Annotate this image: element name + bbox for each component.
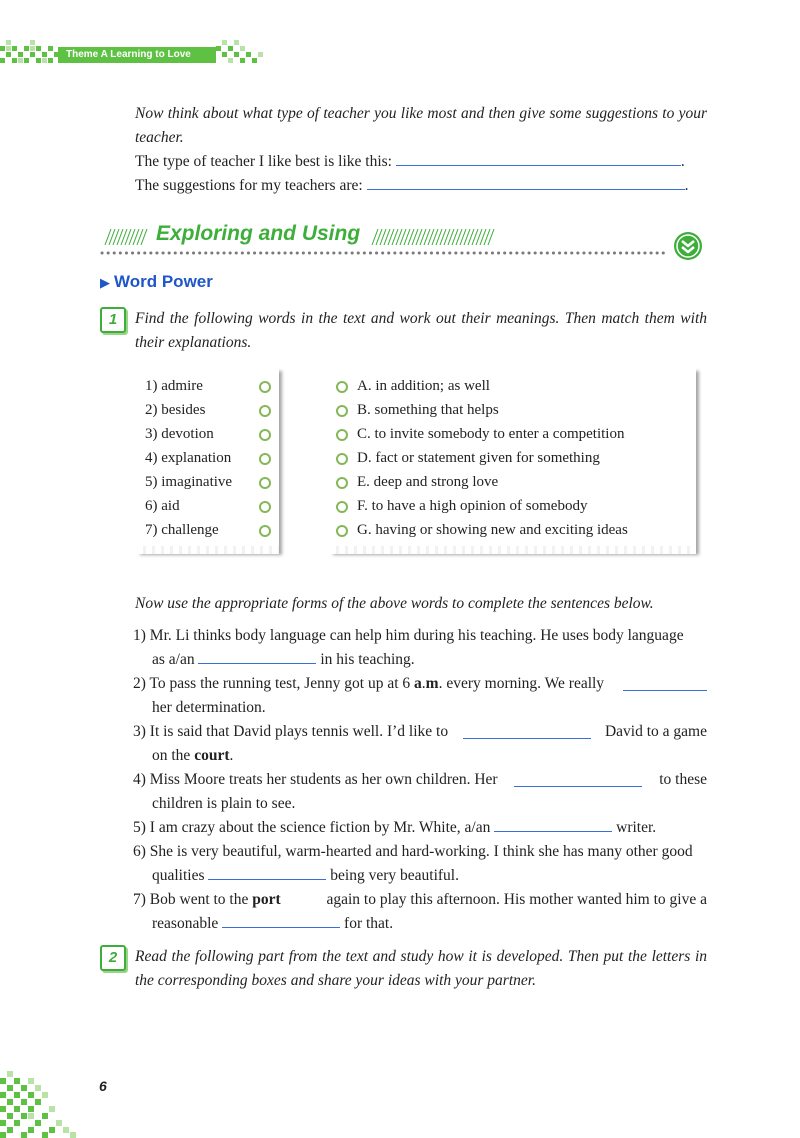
answer-blank[interactable] bbox=[198, 651, 316, 664]
match-dot-left[interactable] bbox=[259, 477, 271, 489]
sentence-2 bbox=[133, 672, 707, 720]
exercise-1-badge: 1 bbox=[100, 307, 126, 333]
exercise-2-instruction: Read the following part from the text and study how it is developed. Then put the letters in the corresponding boxes and share your ideas with your partner. bbox=[135, 948, 707, 989]
sentence-line: her determination. bbox=[152, 699, 266, 716]
sentence-1 bbox=[133, 624, 707, 672]
match-dot-right[interactable] bbox=[336, 405, 348, 417]
exercise-1-followup: Now use the appropriate forms of the above words to complete the sentences below. bbox=[135, 595, 654, 612]
match-definition: B. something that helps bbox=[357, 402, 499, 418]
hatch-decoration bbox=[103, 229, 151, 245]
word-power-heading bbox=[100, 272, 213, 292]
sentence-text: . bbox=[229, 747, 234, 764]
sentence-text: 3) It is said that David plays tennis well. I’d like to bbox=[133, 723, 449, 740]
sentence-line bbox=[133, 768, 707, 792]
match-dot-right[interactable] bbox=[336, 429, 348, 441]
double-chevron-down-icon[interactable] bbox=[673, 231, 703, 261]
am-m: m bbox=[425, 675, 439, 692]
match-dot-right[interactable] bbox=[336, 453, 348, 465]
sentence-3 bbox=[133, 720, 707, 768]
am-a: a bbox=[414, 675, 422, 692]
match-dot-right[interactable] bbox=[336, 501, 348, 513]
match-word: 2) besides bbox=[145, 402, 206, 418]
match-dot-left[interactable] bbox=[259, 453, 271, 465]
sentence-line bbox=[133, 648, 707, 672]
intro-line-1-text: The type of teacher I like best is like this: bbox=[135, 153, 392, 170]
answer-blank[interactable] bbox=[514, 774, 642, 787]
intro-instruction: Now think about what type of teacher you like most and then give some suggestions to your teacher. bbox=[135, 105, 707, 146]
page-header bbox=[0, 40, 270, 70]
sentence-line: 1) Mr. Li thinks body language can help him during his teaching. He uses body language bbox=[133, 627, 684, 644]
match-definition: A. in addition; as well bbox=[357, 378, 490, 394]
sentence-4 bbox=[133, 768, 707, 816]
exercise-2-badge: 2 bbox=[100, 945, 126, 971]
pixel-pattern-decoration bbox=[216, 40, 268, 70]
sentence-text: 5) I am crazy about the science fiction by Mr. White, a/an bbox=[133, 819, 491, 836]
match-dot-left[interactable] bbox=[259, 429, 271, 441]
match-definition: C. to invite somebody to enter a competition bbox=[357, 426, 625, 442]
am-dot: . bbox=[421, 675, 426, 692]
sentence-line bbox=[133, 888, 707, 912]
match-word: 7) challenge bbox=[145, 522, 219, 538]
theme-label: Theme A Learning to Love bbox=[66, 49, 191, 60]
sentence-line: children is plain to see. bbox=[152, 795, 296, 812]
match-word: 1) admire bbox=[145, 378, 203, 394]
match-dot-right[interactable] bbox=[336, 477, 348, 489]
section-title: Exploring and Using bbox=[156, 222, 361, 245]
answer-blank[interactable] bbox=[494, 819, 612, 832]
match-dot-left[interactable] bbox=[259, 501, 271, 513]
page-number: 6 bbox=[99, 1078, 107, 1094]
answer-blank[interactable] bbox=[222, 915, 340, 928]
match-definition: F. to have a high opinion of somebody bbox=[357, 498, 588, 514]
sentence-text: being very beautiful. bbox=[330, 867, 459, 884]
period: . bbox=[684, 177, 689, 194]
sentence-6 bbox=[133, 840, 707, 888]
match-dot-right[interactable] bbox=[336, 525, 348, 537]
sentence-text: . every morning. We really bbox=[438, 675, 605, 692]
sentence-text: 4) Miss Moore treats her students as her own children. Her bbox=[133, 771, 498, 788]
match-word: 5) imaginative bbox=[145, 474, 233, 490]
sentence-text: again to play this afternoon. His mother wanted him to give a bbox=[326, 891, 707, 908]
hatch-decoration bbox=[370, 229, 496, 245]
answer-blank[interactable] bbox=[208, 867, 326, 880]
word-power-label: Word Power bbox=[114, 272, 213, 291]
keyword-port: port bbox=[252, 891, 281, 908]
period: . bbox=[680, 153, 685, 170]
triangle-right-icon: ▶ bbox=[100, 275, 110, 290]
sentence-text: 2) To pass the running test, Jenny got up at 6 bbox=[133, 675, 411, 692]
answer-blank[interactable] bbox=[463, 726, 591, 739]
sentence-line bbox=[133, 816, 707, 840]
sentence-text: David to a game bbox=[604, 723, 707, 740]
match-dot-left[interactable] bbox=[259, 405, 271, 417]
sentence-text: reasonable bbox=[152, 915, 219, 932]
sentence-text: in his teaching. bbox=[320, 651, 415, 668]
sentence-text: on the bbox=[152, 747, 191, 764]
sentence-7 bbox=[133, 888, 707, 936]
sentence-line: 6) She is very beautiful, warm-hearted and hard-working. I think she has many other good bbox=[133, 843, 693, 860]
sentence-text: as a/an bbox=[152, 651, 195, 668]
match-word: 3) devotion bbox=[145, 426, 214, 442]
pixel-pattern-decoration bbox=[0, 1068, 95, 1138]
match-dot-left[interactable] bbox=[259, 381, 271, 393]
sentence-text: to these bbox=[659, 771, 707, 788]
exercise-1-instruction: Find the following words in the text and work out their meanings. Then match them with their explanations. bbox=[135, 310, 707, 351]
answer-blank[interactable] bbox=[367, 177, 685, 190]
sentence-line bbox=[133, 720, 707, 744]
answer-blank[interactable] bbox=[396, 153, 681, 166]
match-dot-right[interactable] bbox=[336, 381, 348, 393]
match-word: 6) aid bbox=[145, 498, 180, 514]
sentence-line bbox=[133, 912, 707, 936]
sentence-text: 7) Bob went to the bbox=[133, 891, 249, 908]
sentence-text: writer. bbox=[616, 819, 657, 836]
match-definition: D. fact or statement given for something bbox=[357, 450, 600, 466]
match-word: 4) explanation bbox=[145, 450, 232, 466]
sentence-line bbox=[133, 744, 707, 768]
match-definition: E. deep and strong love bbox=[357, 474, 499, 490]
sentence-text: for that. bbox=[344, 915, 394, 932]
intro-line-2 bbox=[135, 174, 707, 198]
answer-blank[interactable] bbox=[623, 678, 707, 691]
intro-line-1 bbox=[135, 150, 707, 174]
match-definition: G. having or showing new and exciting ideas bbox=[357, 522, 628, 538]
match-dot-left[interactable] bbox=[259, 525, 271, 537]
dotted-divider bbox=[100, 250, 670, 256]
intro-line-2-text: The suggestions for my teachers are: bbox=[135, 177, 363, 194]
keyword-court: court bbox=[194, 747, 230, 764]
sentence-5 bbox=[133, 816, 707, 840]
sentence-text: qualities bbox=[152, 867, 205, 884]
sentence-line bbox=[133, 864, 707, 888]
sentence-line bbox=[133, 672, 707, 696]
pixel-pattern-decoration bbox=[0, 40, 60, 70]
